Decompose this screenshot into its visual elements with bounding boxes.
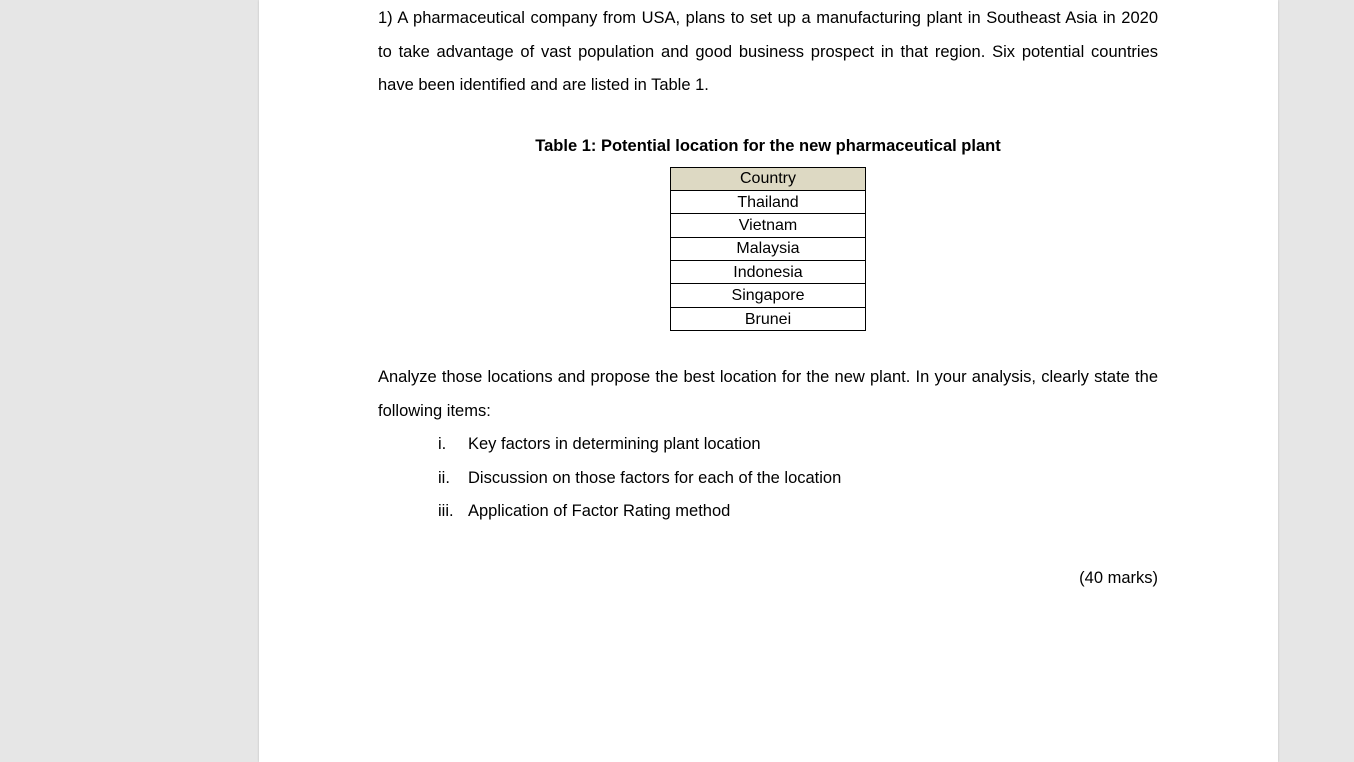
list-item-text: Key factors in determining plant location — [468, 435, 761, 454]
table-row — [671, 307, 866, 330]
list-item — [378, 428, 1158, 461]
table-row — [671, 237, 866, 260]
table-cell: Thailand — [671, 190, 866, 213]
list-item — [378, 495, 1158, 528]
table-cell: Vietnam — [671, 214, 866, 237]
table-cell: Indonesia — [671, 261, 866, 284]
list-item-number: ii. — [438, 468, 450, 487]
table-cell: Singapore — [671, 284, 866, 307]
document-page — [259, 0, 1278, 762]
list-item-text: Application of Factor Rating method — [468, 501, 731, 520]
list-item-number: iii. — [438, 501, 454, 520]
country-table — [670, 167, 866, 332]
table-cell: Brunei — [671, 307, 866, 330]
table-row — [671, 261, 866, 284]
document-content — [378, 0, 1158, 595]
marks-label: (40 marks) — [1079, 569, 1158, 588]
table-row — [671, 190, 866, 213]
question-intro: 1) A pharmaceutical company from USA, plans to set up a manufacturing plant in Southeast Asia in 2020 to take advantage of vast population and good business prospect in that region. Six potential countries have been identified and are listed in Table 1. — [378, 9, 1158, 94]
list-item — [378, 462, 1158, 495]
table-row — [671, 284, 866, 307]
list-item-number: i. — [438, 435, 447, 454]
table-cell: Malaysia — [671, 237, 866, 260]
table-header-country: Country — [671, 167, 866, 190]
list-item-text: Discussion on those factors for each of the location — [468, 468, 842, 487]
question-instruction: Analyze those locations and propose the best location for the new plant. In your analysis, clearly state the following items: — [378, 368, 1158, 420]
item-list — [378, 428, 1158, 528]
table-caption: Table 1: Potential location for the new pharmaceutical plant — [535, 136, 1001, 155]
table-row — [671, 214, 866, 237]
